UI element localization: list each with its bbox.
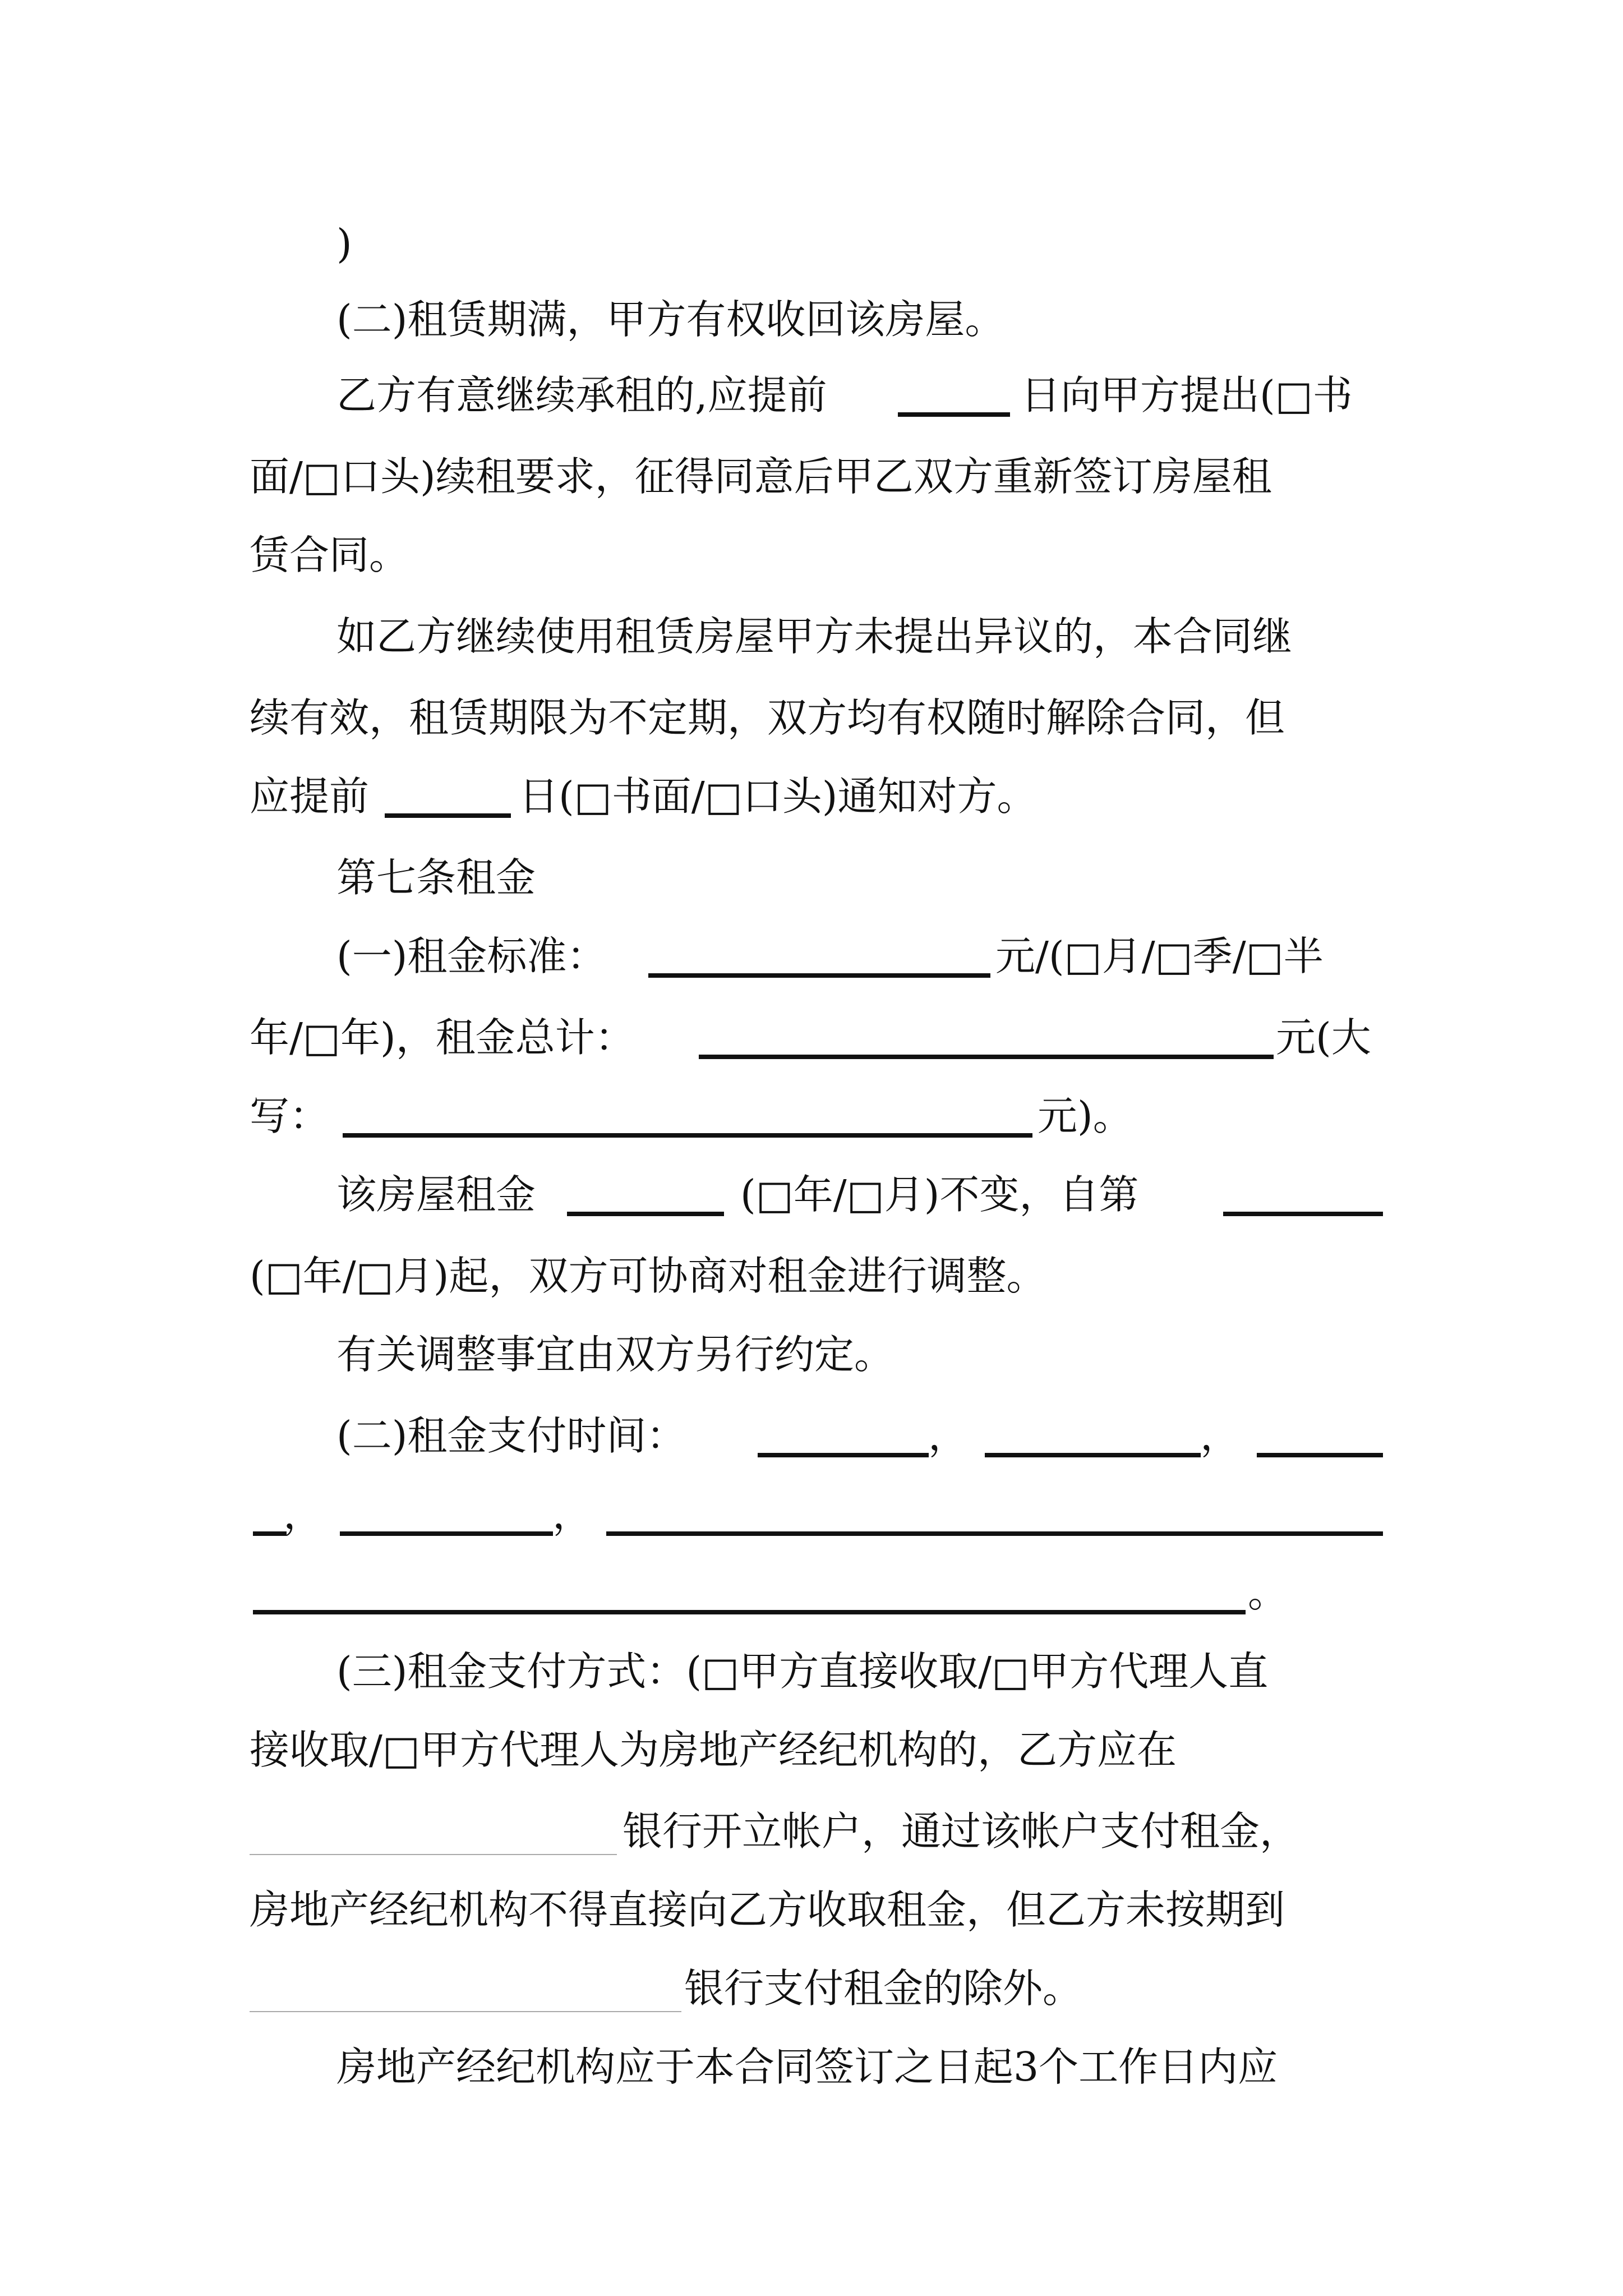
text-line: [0, 280, 1623, 359]
text-line: [0, 356, 1623, 435]
clause-text: 有关调整事宜由双方另行约定。: [336, 1331, 895, 1378]
clause-text: 乙方有意继续承租的,应提前: [336, 372, 827, 418]
text-line: [0, 1792, 1623, 1871]
fill-blank: [1257, 1453, 1383, 1457]
fill-blank: [985, 1453, 1201, 1457]
clause-text: 续有效，租赁期限为不定期，双方均有权随时解除合同，但: [250, 694, 1285, 741]
text-line: [0, 679, 1623, 757]
comma: ，: [1200, 1412, 1241, 1459]
text-line: [0, 205, 1623, 283]
period: 。: [1248, 1570, 1288, 1616]
clause-text: 年/□年)，租金总计：: [250, 1014, 635, 1061]
clause-text: 元)。: [1038, 1093, 1133, 1139]
text-line: [0, 1077, 1623, 1156]
text-line: [0, 1156, 1623, 1234]
clause-text: (二)租金支付时间：: [336, 1412, 686, 1459]
clause-text: (一)租金标准：: [336, 933, 607, 979]
comma: ，: [928, 1412, 969, 1459]
article-heading: 第七条租金: [336, 854, 536, 901]
clause-text: 如乙方继续使用租赁房屋甲方未提出异议的，本合同继: [336, 613, 1293, 660]
fill-blank: [648, 973, 990, 978]
text-line: [0, 2028, 1623, 2106]
clause-text: 房地产经纪机构不得直接向乙方收取租金，但乙方未按期到: [250, 1887, 1285, 1933]
text-line: [0, 917, 1623, 996]
fill-blank: [253, 1610, 1246, 1614]
fill-blank: [1223, 1212, 1383, 1216]
text-line: [0, 1871, 1623, 1949]
text-line: [0, 1711, 1623, 1789]
fill-blank: [385, 813, 511, 818]
clause-text: 银行支付租金的除外。: [684, 1965, 1083, 2012]
clause-text: 接收取/□甲方代理人为房地产经纪机构的，乙方应在: [250, 1727, 1177, 1773]
text-line: [0, 1632, 1623, 1711]
fill-blank: [758, 1453, 929, 1457]
fill-blank: [898, 412, 1010, 417]
clause-text: 日(□书面/□口头)通知对方。: [519, 773, 1037, 820]
text-line: [0, 1237, 1623, 1315]
text-line: [0, 438, 1623, 516]
clause-text: 写：: [250, 1093, 330, 1139]
fill-blank: [699, 1055, 1274, 1059]
text-line: [0, 1315, 1623, 1394]
clause-text: 应提前: [250, 773, 370, 820]
clause-text: 面/□口头)续租要求，征得同意后甲乙双方重新签订房屋租: [250, 453, 1272, 500]
clause-text: 日向甲方提出(□书: [1021, 372, 1353, 418]
clause-text: (二)租赁期满，甲方有权收回该房屋。: [336, 296, 1005, 343]
text-line: [0, 1475, 1623, 1554]
text-line: [0, 1554, 1623, 1632]
clause-text: (三)租金支付方式：(□甲方直接收取/□甲方代理人直: [336, 1648, 1269, 1695]
fill-blank: [250, 2011, 681, 2012]
clause-text: 银行开立帐户，通过该帐户支付租金，: [623, 1808, 1300, 1855]
fill-blank: [343, 1133, 1032, 1138]
clause-text: 房地产经纪机构应于本合同签订之日起3个工作日内应: [336, 2044, 1278, 2090]
text-line: [0, 757, 1623, 836]
text-line: [0, 1949, 1623, 2028]
clause-text: 元(大: [1276, 1014, 1371, 1061]
fill-blank: [340, 1531, 553, 1536]
clause-text: 该房屋租金: [336, 1171, 536, 1218]
comma: ，: [552, 1491, 593, 1538]
comma: ，: [283, 1491, 324, 1538]
text-line: [0, 597, 1623, 676]
fill-blank: [253, 1531, 287, 1536]
clause-text: 元/(□月/□季/□半: [995, 933, 1324, 979]
clause-text: 赁合同。: [250, 532, 409, 578]
text-line: [0, 839, 1623, 917]
clause-text: (□年/□月)起，双方可协商对租金进行调整。: [250, 1253, 1046, 1299]
text-line: [0, 1397, 1623, 1475]
fill-blank: [606, 1531, 1383, 1536]
closing-paren: ): [336, 220, 352, 267]
clause-text: (□年/□月)不变，自第: [740, 1171, 1139, 1218]
text-line: [0, 999, 1623, 1077]
fill-blank: [250, 1854, 617, 1855]
text-line: [0, 516, 1623, 595]
fill-blank: [567, 1212, 724, 1216]
